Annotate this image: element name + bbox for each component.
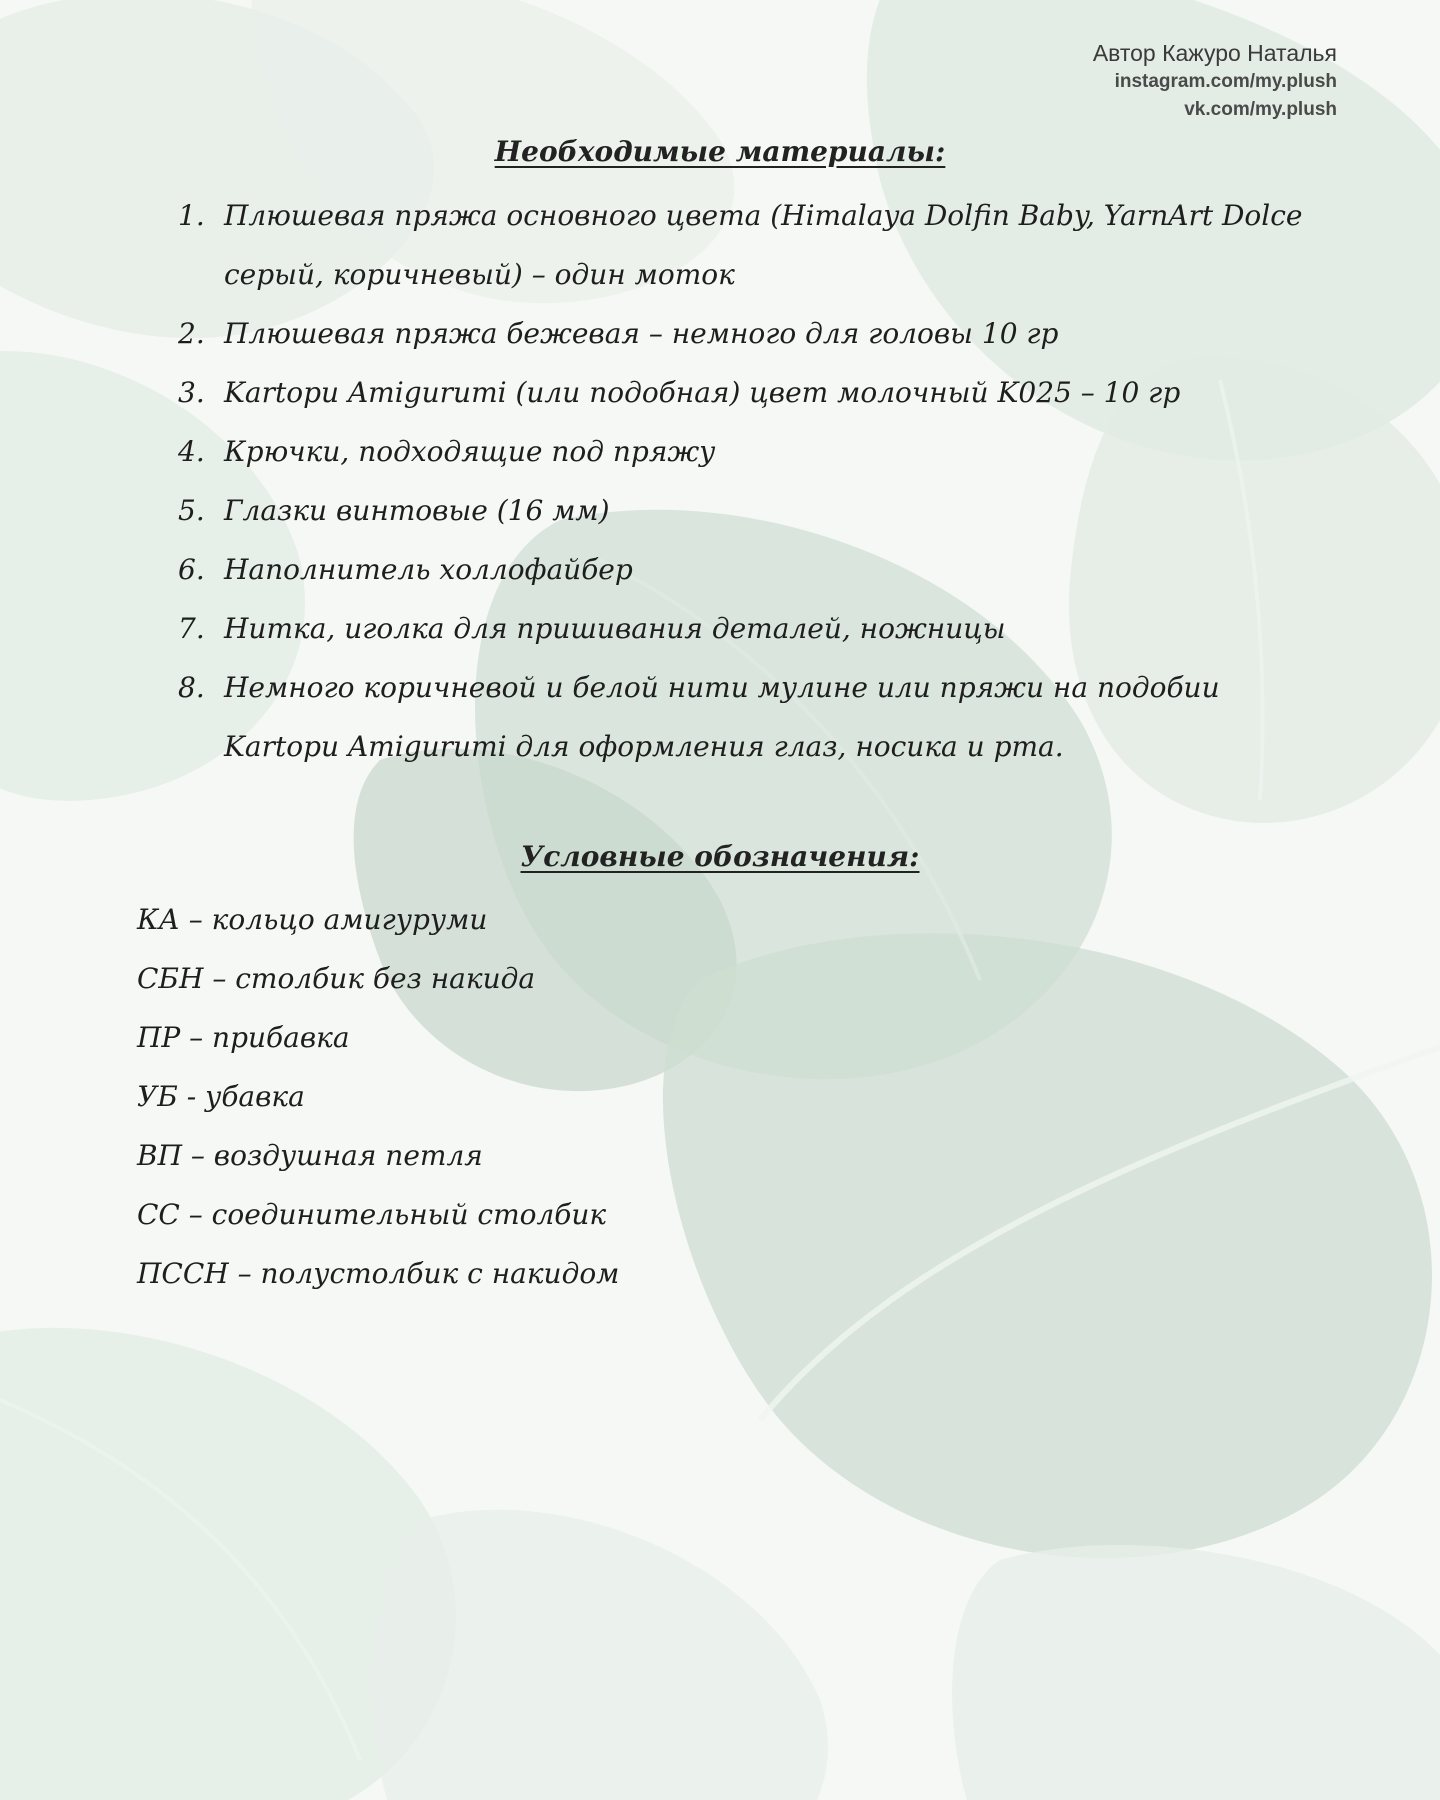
legend-list xyxy=(137,890,619,1303)
legend-item: ПССН – полустолбик с накидом xyxy=(137,1257,620,1290)
list-item xyxy=(178,304,1338,363)
list-item-number: 3. xyxy=(178,376,205,409)
list-item xyxy=(178,599,1338,658)
legend-item: СБН – столбик без накида xyxy=(137,962,536,995)
list-item xyxy=(178,658,1338,776)
legend-item: УБ - убавка xyxy=(137,1080,305,1113)
list-item xyxy=(178,363,1338,422)
legend-item: ПР – прибавка xyxy=(137,1021,350,1054)
legend-title: Условные обозначения: xyxy=(520,840,920,873)
list-item-text: Нитка, иголка для пришивания деталей, ножницы xyxy=(224,612,1006,645)
list-item-text: Плюшевая пряжа основного цвета (Himalaya Dolfin Baby, YarnArt Dolce серый, коричневый) – один моток xyxy=(224,199,1303,291)
list-item xyxy=(178,186,1338,304)
list-item-number: 8. xyxy=(178,671,205,704)
list-item-text: Глазки винтовые (16 мм) xyxy=(224,494,610,527)
list-item-number: 5. xyxy=(178,494,205,527)
list-item xyxy=(178,481,1338,540)
materials-title: Необходимые материалы: xyxy=(494,135,946,168)
materials-list xyxy=(178,186,1338,776)
list-item-text: Kartopu Amigurumi (или подобная) цвет молочный K025 – 10 гр xyxy=(224,376,1181,409)
list-item xyxy=(178,540,1338,599)
legend-item: СС – соединительный столбик xyxy=(137,1198,607,1231)
author-name: Автор Кажуро Наталья xyxy=(1092,40,1337,66)
list-item xyxy=(178,422,1338,481)
list-item-number: 7. xyxy=(178,612,205,645)
list-item-text: Наполнитель холлофайбер xyxy=(224,553,633,586)
list-item-text: Немного коричневой и белой нити мулине или пряжи на подобии Kartopu Amigurumi для оформления глаз, носика и рта. xyxy=(224,671,1220,763)
list-item-number: 2. xyxy=(178,317,205,350)
list-item-text: Крючки, подходящие под пряжу xyxy=(224,435,716,468)
list-item-number: 4. xyxy=(178,435,205,468)
list-item-number: 1. xyxy=(178,199,205,232)
list-item-text: Плюшевая пряжа бежевая – немного для головы 10 гр xyxy=(224,317,1059,350)
legend-item: КА – кольцо амигуруми xyxy=(137,903,488,936)
vk-link[interactable]: vk.com/my.plush xyxy=(1184,99,1337,120)
list-item-number: 6. xyxy=(178,553,205,586)
legend-item: ВП – воздушная петля xyxy=(137,1139,483,1172)
author-credits xyxy=(1093,38,1337,124)
instagram-link[interactable]: instagram.com/my.plush xyxy=(1114,71,1337,92)
